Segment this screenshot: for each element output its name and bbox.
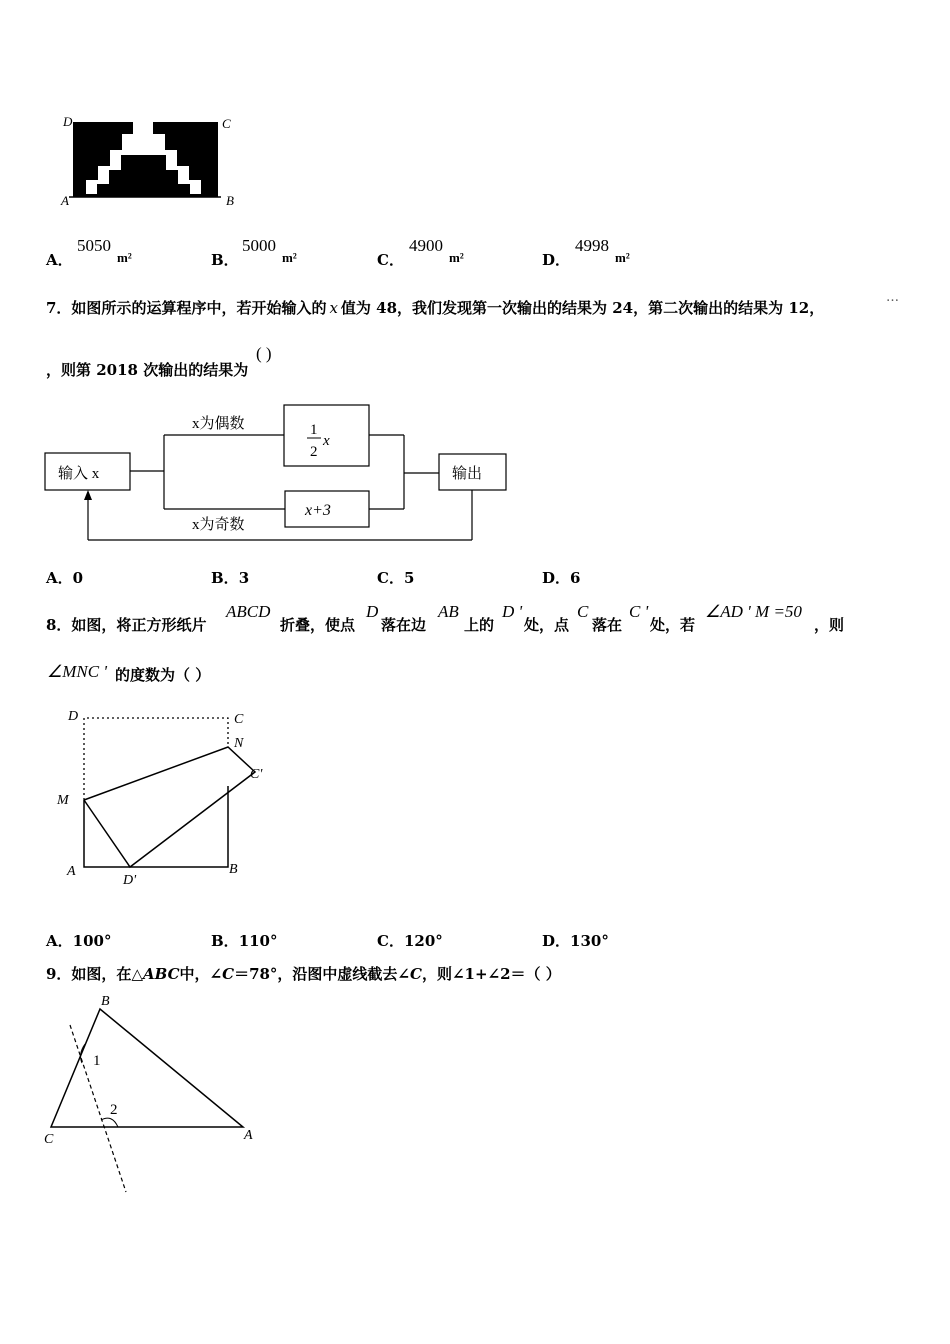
q6-label-b: B (226, 193, 234, 208)
flow-plus3-box: x+3 (305, 502, 331, 519)
q8-text-8: ，则 (814, 616, 845, 634)
q8-option-a: A．100° (46, 932, 112, 950)
q7-option-b: B．3 (211, 569, 250, 587)
q7-stem-line2: ，则第 2018 次输出的结果为 (46, 361, 249, 379)
q8-math-angle: ∠AD ' M =50 (705, 602, 802, 621)
q9-triangle-figure (38, 990, 268, 1195)
q6-staircase-figure (55, 110, 255, 210)
q7-text-a: 7．如图所示的运算程序中，若开始输入的 (46, 299, 327, 317)
q8-math-abcd: ABCD (226, 602, 271, 621)
q8-label-c: C (234, 712, 244, 727)
q6-option-a-unit: m² (117, 250, 132, 265)
q8-text-2: 折叠，使点 (280, 616, 356, 634)
flow-half-num: 1 (310, 422, 318, 438)
q9-stem (46, 963, 561, 984)
q8-text-3: 落在边 (381, 616, 427, 634)
q8-text-6: 落在 (592, 616, 623, 634)
q9-label-b: B (101, 994, 110, 1009)
q6-option-b-value: 5000 (242, 236, 276, 255)
q7-flowchart (40, 398, 520, 548)
q6-option-c-letter: C． (377, 251, 404, 269)
q7-text-b: 值为 48，我们发现第一次输出的结果为 24，第二次输出的结果为 12， (340, 299, 825, 317)
flow-odd-label: x为奇数 (192, 517, 245, 533)
q9-label-c: C (44, 1132, 54, 1147)
q8-text-4: 上的 (464, 616, 495, 634)
q8-math-cprime: C ' (629, 602, 649, 621)
q9-text-3: ＝78°，沿图中虚线截去∠ (234, 965, 411, 983)
q8-text-1: 8．如图，将正方形纸片 (46, 616, 207, 634)
flow-input-box: 输入 x (58, 466, 100, 482)
q8-math-dprime: D ' (502, 602, 523, 621)
q8-math-ab: AB (438, 602, 459, 621)
q7-option-c: C．5 (377, 569, 415, 587)
q8-option-b: B．110° (211, 932, 278, 950)
flow-output-box: 输出 (452, 466, 483, 482)
q6-option-d-value: 4998 (575, 236, 609, 255)
q7-ellipsis: … (886, 290, 899, 305)
q9-text-1: 9．如图，在△ (46, 965, 143, 983)
q8-math-mnc: ∠MNC ' (47, 662, 107, 681)
q8-label-m: M (57, 793, 69, 808)
q8-label-n: N (234, 736, 244, 751)
q6-option-d-letter: D． (542, 251, 571, 269)
q8-text-5: 处，点 (524, 616, 570, 634)
q6-option-c-value: 4900 (409, 236, 443, 255)
q6-option-d-unit: m² (615, 250, 630, 265)
q9-angle-2-label: 2 (110, 1102, 118, 1118)
q7-stem-line1 (46, 297, 824, 318)
q6-option-b-unit: m² (282, 250, 297, 265)
q6-option-b-letter: B． (211, 251, 239, 269)
q6-option-a-value: 5050 (77, 236, 111, 255)
q8-label-cprime: C' (250, 767, 263, 782)
q8-option-d: D．130° (542, 932, 609, 950)
flow-half-x: x (323, 433, 330, 449)
q8-label-a: A (67, 864, 76, 879)
q8-label-d: D (68, 709, 79, 724)
q6-label-d: D (63, 114, 73, 129)
flow-even-label: x为偶数 (192, 416, 245, 432)
flow-half-den: 2 (310, 444, 318, 460)
q7-option-a: A．0 (46, 569, 84, 587)
q9-math-c1: C (222, 965, 235, 983)
q6-option-a-letter: A． (46, 251, 73, 269)
q9-label-a: A (244, 1128, 253, 1143)
q8-math-d: D (366, 602, 379, 621)
q9-angle-1-label: 1 (93, 1053, 101, 1069)
q9-text-4: ，则∠1+∠2＝（ ） (421, 965, 561, 983)
q8-math-c: C (577, 602, 589, 621)
q7-var-x: x (329, 299, 338, 317)
q6-label-c: C (222, 116, 231, 131)
q8-text-7: 处，若 (650, 616, 696, 634)
q6-label-a: A (61, 193, 69, 208)
q6-option-c-unit: m² (449, 250, 464, 265)
q8-fold-figure (50, 700, 280, 890)
q8-label-dprime: D' (123, 873, 137, 888)
q8-text-9: 的度数为（ ） (115, 666, 211, 684)
q7-answer-paren: ( ) (256, 344, 272, 363)
q8-option-c: C．120° (377, 932, 443, 950)
q8-label-b: B (229, 862, 238, 877)
q9-math-abc: ABC (142, 965, 180, 983)
q7-option-d: D．6 (542, 569, 581, 587)
q9-math-c2: C (410, 965, 422, 983)
q9-text-2: 中，∠ (179, 965, 223, 983)
